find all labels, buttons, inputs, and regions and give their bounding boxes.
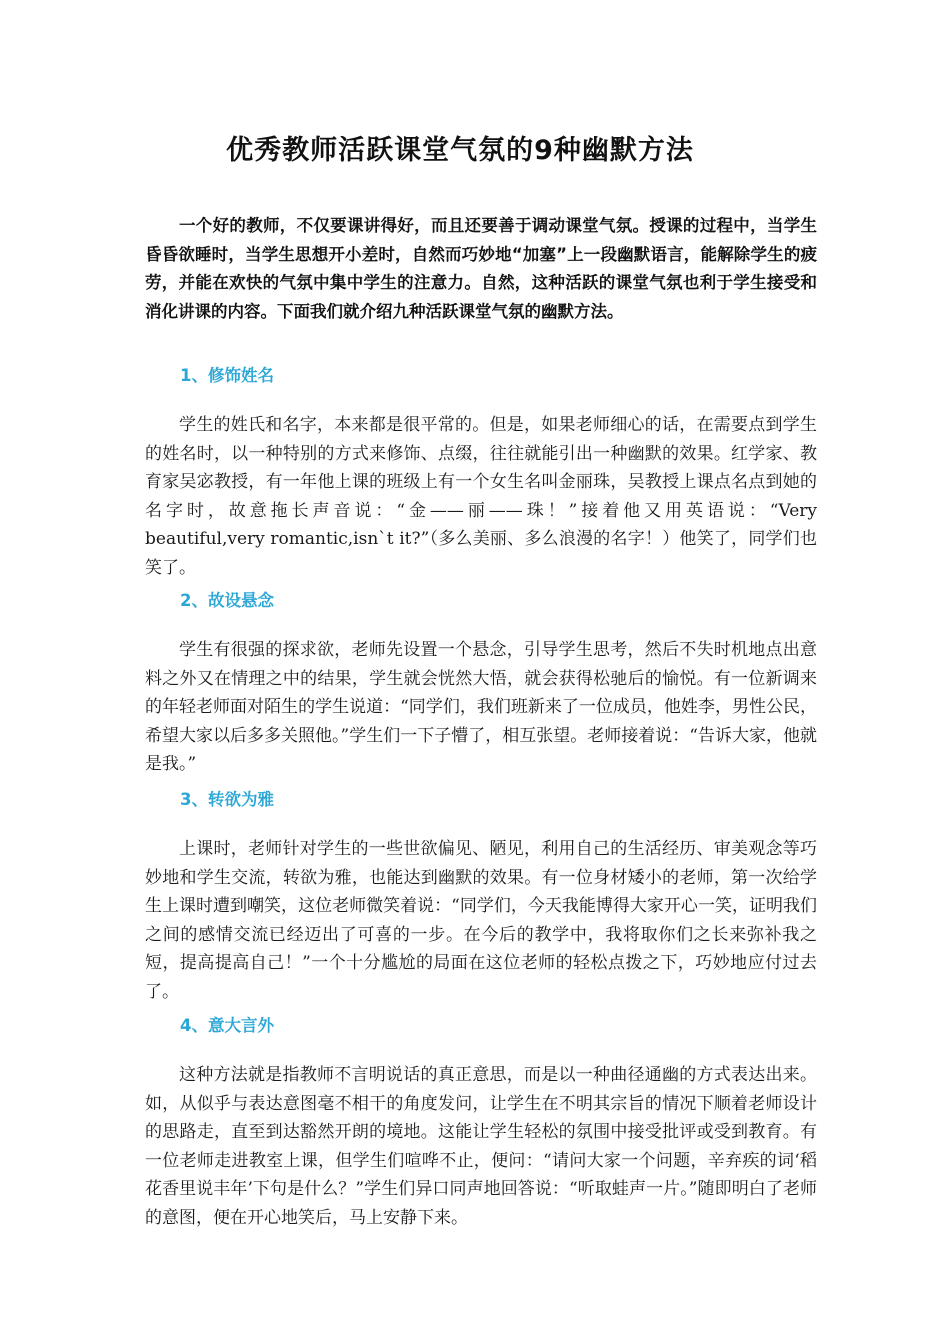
section-body-2: 学生有很强的探求欲，老师先设置一个悬念，引导学生思考，然后不失时机地点出意料之外又在情理之中的结果，学生就会恍然大悟，就会获得松驰后的愉悦。有一位新调来的年轻老师面对陌生的学生说道：“同学们，我们班新来了一位成员，他姓李，男性公民，希望大家以后多多关照他。”学生们一下子懵了，相互张望。老师接着说：“告诉大家，他就是我。” bbox=[145, 640, 817, 774]
section-body-1: 学生的姓氏和名字，本来都是很平常的。但是，如果老师细心的话，在需要点到学生的姓名时，以一种特别的方式来修饰、点缀，往往就能引出一种幽默的效果。红学家、教育家吴宓教授，有一年他上课的班级上有一个女生名叫金丽珠，吴教授上课点名点到她的名字时，故意拖长声音说：“金——丽——珠！”接着他又用英语说：“Very beautiful,very romantic,isn`t it?”（多么美丽、多么浪漫的名字！）他笑了，同学们也笑了。 bbox=[145, 415, 817, 578]
intro-paragraph: 一个好的教师，不仅要课讲得好，而且还要善于调动课堂气氛。授课的过程中，当学生昏昏欲睡时，当学生思想开小差时，自然而巧妙地“加塞”上一段幽默语言，能解除学生的疲劳，并能在欢快的气氛中集中学生的注意力。自然，这种活跃的课堂气氛也利于学生接受和消化讲课的内容。下面我们就介绍九种活跃课堂气氛的幽默方法。 bbox=[145, 216, 817, 321]
section-heading-4: 4、意大言外 bbox=[180, 1016, 274, 1035]
section-heading-3: 3、转欲为雅 bbox=[180, 790, 274, 809]
section-heading-1: 1、修饰姓名 bbox=[180, 366, 274, 385]
section-heading-2: 2、故设悬念 bbox=[180, 591, 274, 610]
section-body-4: 这种方法就是指教师不言明说话的真正意思，而是以一种曲径通幽的方式表达出来。如，从似乎与表达意图毫不相干的角度发问，让学生在不明其宗旨的情况下顺着老师设计的思路走，直至到达豁然开朗的境地。这能让学生轻松的氛围中接受批评或受到教育。有一位老师走进教室上课，但学生们喧哗不止，便问：“请问大家一个问题，辛弃疾的词‘稻花香里说丰年’下句是什么？”学生们异口同声地回答说：“听取蛙声一片。”随即明白了老师的意图，便在开心地笑后，马上安静下来。 bbox=[145, 1065, 817, 1228]
section-body-3: 上课时，老师针对学生的一些世欲偏见、陋见，利用自己的生活经历、审美观念等巧妙地和学生交流，转欲为雅，也能达到幽默的效果。有一位身材矮小的老师，第一次给学生上课时遭到嘲笑，这位老师微笑着说：“同学们，今天我能博得大家开心一笑，证明我们之间的感情交流已经迈出了可喜的一步。在今后的教学中，我将取你们之长来弥补我之短，提高提高自己！”一个十分尴尬的局面在这位老师的轻松点拨之下，巧妙地应付过去了。 bbox=[145, 839, 817, 1002]
document-title: 优秀教师活跃课堂气氛的9种幽默方法 bbox=[226, 135, 694, 166]
